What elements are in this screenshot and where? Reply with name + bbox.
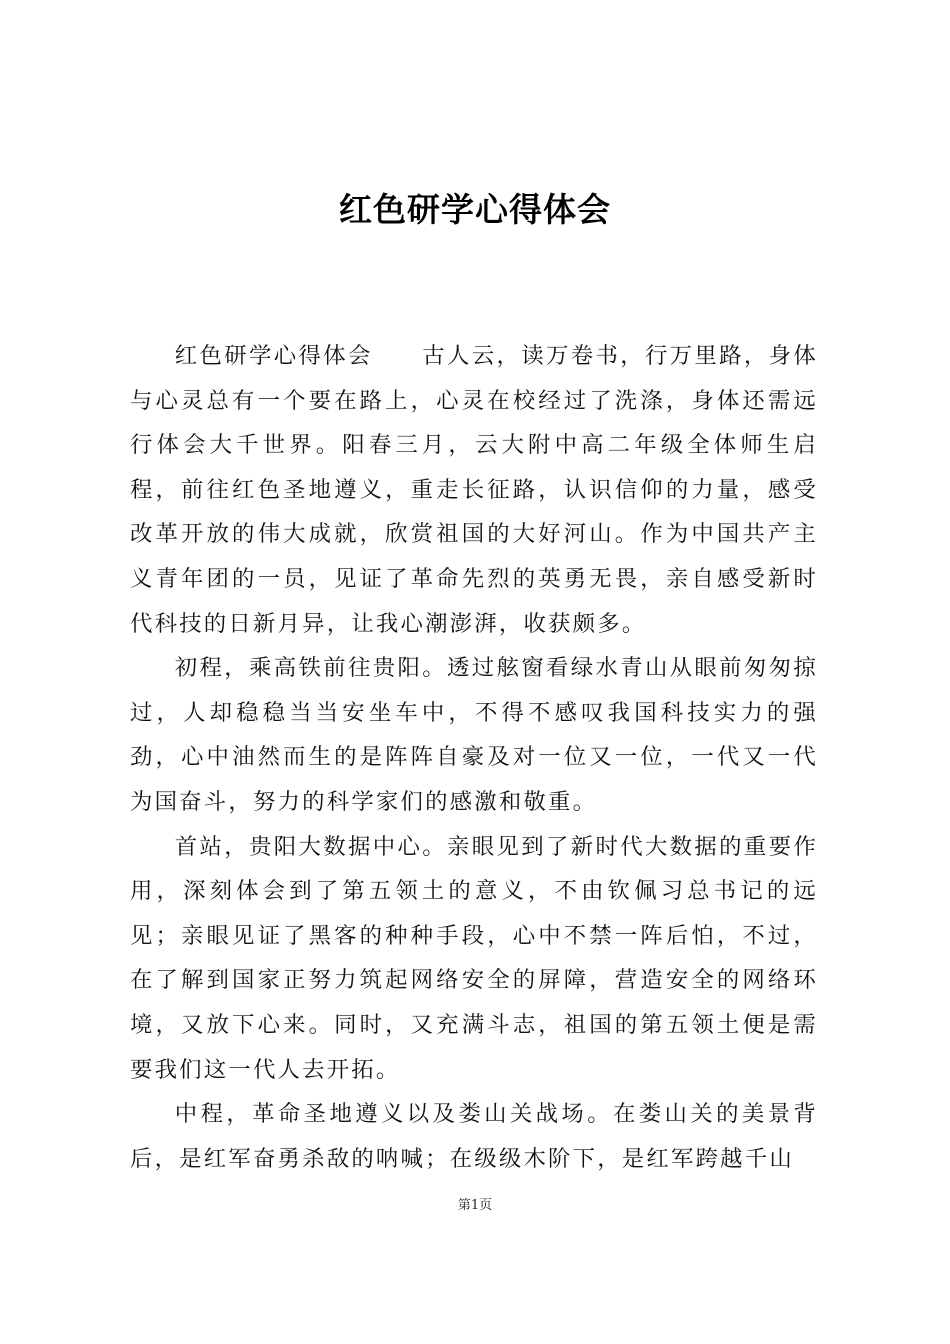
- document-title: 红色研学心得体会: [339, 190, 611, 229]
- paragraph-intro: 红色研学心得体会 古人云，读万卷书，行万里路，身体与心灵总有一个要在路上，心灵在校经过了洗涤，身体还需远行体会大千世界。阳春三月，云大附中高二年级全体师生启程，前往红色圣地遵义，重走长征路，认识信仰的力量，感受改革开放的伟大成就，欣赏祖国的大好河山。作为中国共产主义青年团的一员，见证了革命先烈的英勇无畏，亲自感受新时代科技的日新月异，让我心潮澎湃，收获颇多。: [130, 343, 818, 637]
- paragraph-middle-leg: 中程，革命圣地遵义以及娄山关战场。在娄山关的美景背后，是红军奋勇杀敌的呐喊；在级级木阶下，是红军跨越千山: [130, 1101, 818, 1172]
- paragraph-first-leg: 初程，乘高铁前往贵阳。透过舷窗看绿水青山从眼前匆匆掠过，人却稳稳当当安坐车中，不得不感叹我国科技实力的强劲，心中油然而生的是阵阵自豪及对一位又一位，一代又一代为国奋斗，努力的科学家们的感激和敬重。: [130, 655, 818, 815]
- document-body: [130, 334, 818, 1181]
- paragraph-first-stop: 首站，贵阳大数据中心。亲眼见到了新时代大数据的重要作用，深刻体会到了第五领土的意义，不由钦佩习总书记的远见；亲眼见证了黑客的种种手段，心中不禁一阵后怕，不过，在了解到国家正努力筑起网络安全的屏障，营造安全的网络环境，又放下心来。同时，又充满斗志，祖国的第五领土便是需要我们这一代人去开拓。: [130, 833, 818, 1083]
- page-number: 第1页: [457, 1198, 493, 1213]
